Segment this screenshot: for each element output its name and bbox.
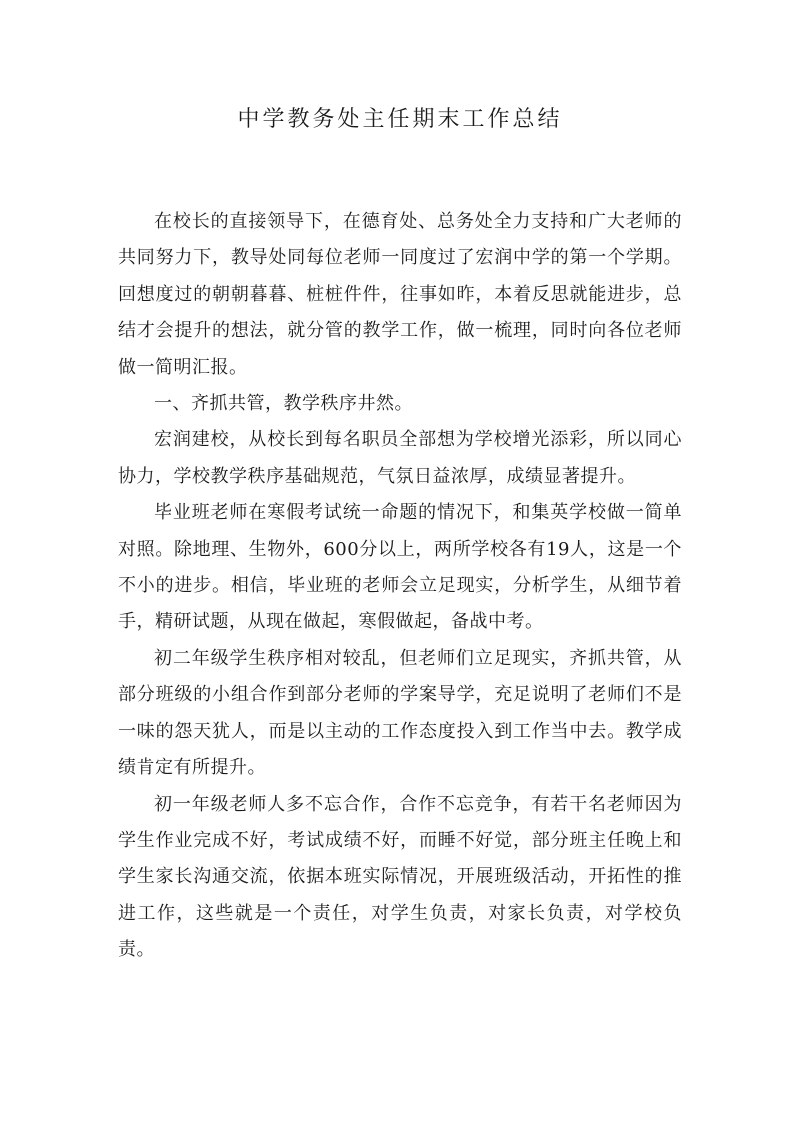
document-body — [118, 204, 682, 969]
paragraph-school-overview: 宏润建校，从校长到每名职员全部想为学校增光添彩，所以同心协力，学校教学秩序基础规范，气氛日益浓厚，成绩显著提升。 — [118, 429, 682, 487]
paragraph-intro: 在校长的直接领导下，在德育处、总务处全力支持和广大老师的共同努力下，教导处同每位老师一同度过了宏润中学的第一个学期。回想度过的朝朝暮暮、桩桩件件，往事如昨，本着反思就能进步，总结才会提升的想法，就分管的教学工作，做一梳理，同时向各位老师做一简明汇报。 — [118, 211, 682, 378]
paragraph-grade-two: 初二年级学生秩序相对较乱，但老师们立足现实，齐抓共管，从部分班级的小组合作到部分老师的学案导学，充足说明了老师们不是一味的怨天犹人，而是以主动的工作态度投入到工作当中去。教学成绩肯定有所提升。 — [118, 647, 682, 779]
section-heading-1: 一、齐抓共管，教学秩序井然。 — [154, 393, 413, 415]
paragraph-graduating-class: 毕业班老师在寒假考试统一命题的情况下，和集英学校做一简单对照。除地理、生物外，600分以上，两所学校各有19人，这是一个不小的进步。相信，毕业班的老师会立足现实，分析学生，从细节着手，精研试题，从现在做起，寒假做起，备战中考。 — [118, 502, 682, 633]
paragraph-grade-one: 初一年级老师人多不忘合作，合作不忘竞争，有若干名老师因为学生作业完成不好，考试成绩不好，而睡不好觉，部分班主任晚上和学生家长沟通交流，依据本班实际情况，开展班级活动，开拓性的推进工作，这些就是一个责任，对学生负责，对家长负责，对学校负责。 — [118, 793, 682, 961]
document-title: 中学教务处主任期末工作总结 — [237, 107, 563, 132]
